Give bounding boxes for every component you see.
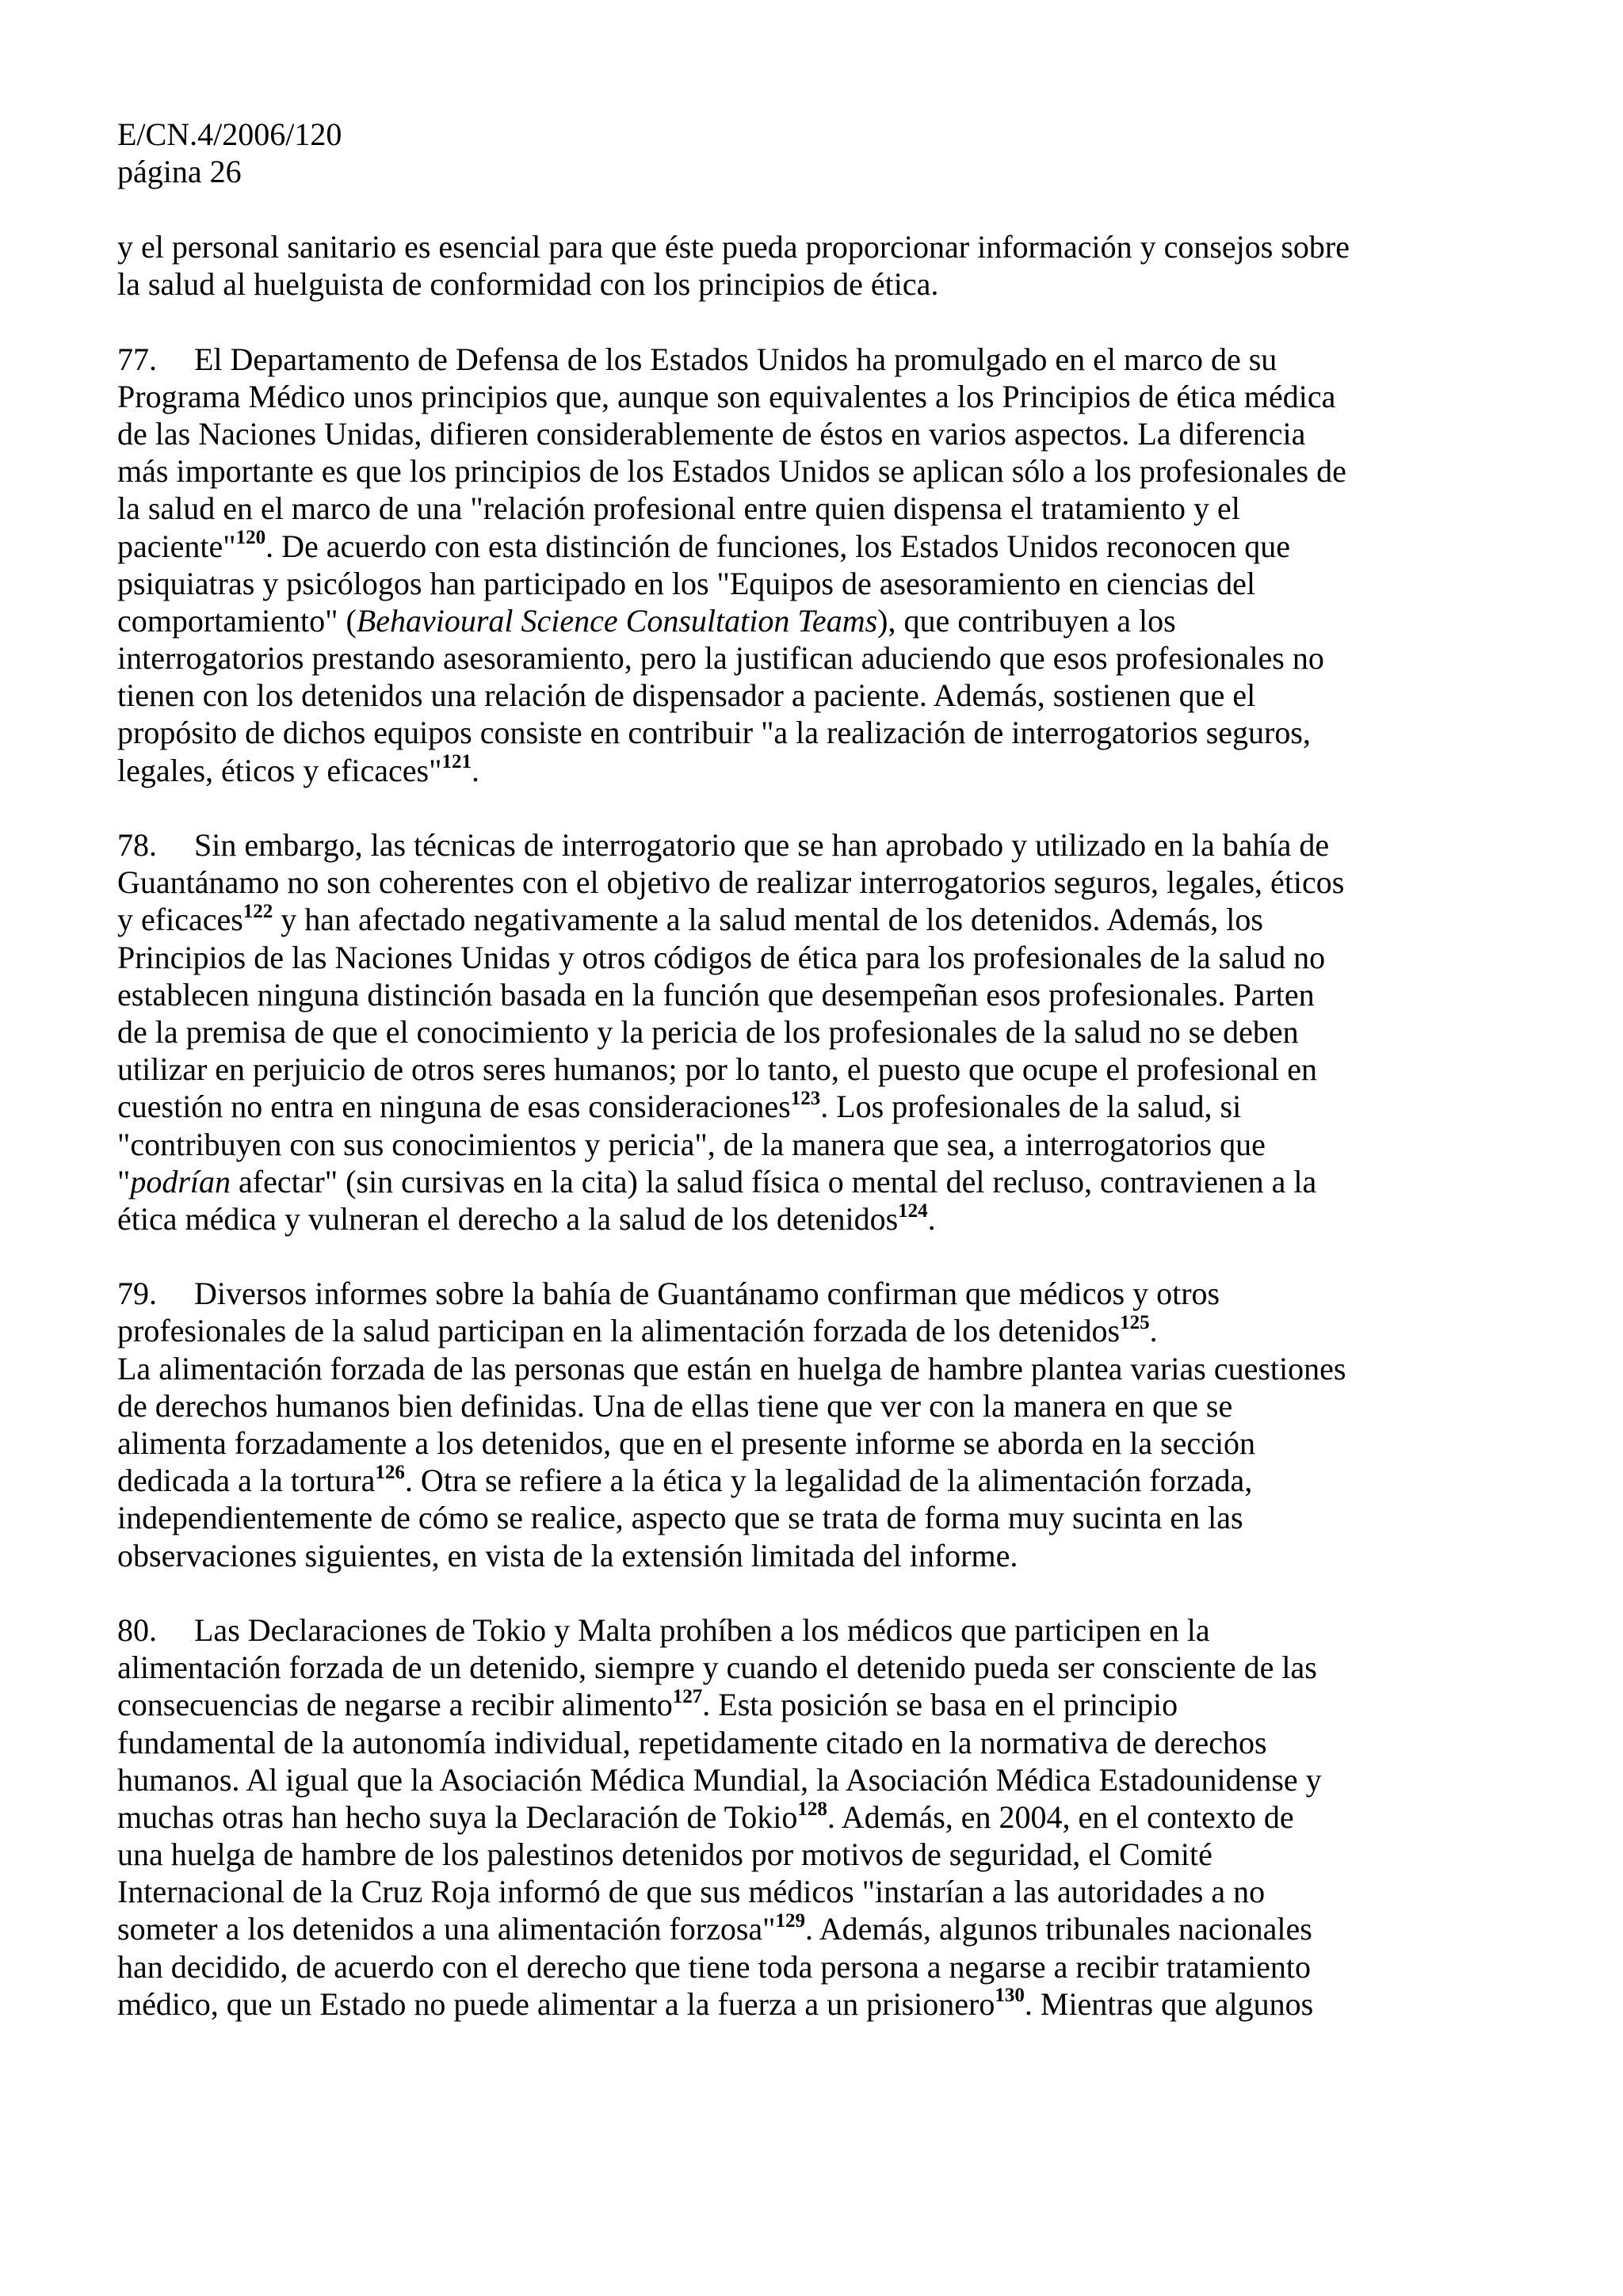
footnote-ref[interactable]: 129 <box>775 1910 805 1932</box>
text-line: fundamental de la autonomía individual, repetidamente citado en la normativa de derechos <box>117 1724 1267 1760</box>
text-line: de la premisa de que el conocimiento y la pericia de los profesionales de la salud no se deben <box>117 1013 1299 1050</box>
document-body <box>117 228 1512 2060</box>
footnote-ref[interactable]: 120 <box>235 527 266 549</box>
footnote-ref[interactable]: 122 <box>242 901 273 923</box>
paragraph-77 <box>117 341 1512 789</box>
text-line: ética médica y vulneran el derecho a la salud de los detenidos$^{124}$. <box>117 1199 936 1237</box>
text-line: cuestión no entra en ninguna de esas consideraciones$^{123}$. Los profesionales de la salud, si <box>117 1087 1242 1125</box>
text-line: interrogatorios prestando asesoramiento, pero la justifican aduciendo que esos profesionales no <box>117 640 1324 677</box>
page-number: página 26 <box>117 154 242 189</box>
text-line: independientemente de cómo se realice, aspecto que se trata de forma muy sucinta en las <box>117 1500 1243 1536</box>
text-line: han decidido, de acuerdo con el derecho que tiene toda persona a negarse a recibir tratamiento <box>117 1948 1311 1985</box>
text-line: una huelga de hambre de los palestinos detenidos por motivos de seguridad, el Comité <box>117 1836 1212 1873</box>
footnote-ref[interactable]: 125 <box>1120 1312 1150 1334</box>
text-line: consecuencias de negarse a recibir alimento$^{127}$. Esta posición se basa en el principio <box>117 1685 1178 1723</box>
text-line: observaciones siguientes, en vista de la extensión limitada del informe. <box>117 1537 1018 1573</box>
text-line: 77. El Departamento de Defensa de los Estados Unidos ha promulgado en el marco de su <box>117 341 1277 377</box>
text-line: alimentación forzada de un detenido, siempre y cuando el detenido pueda ser consciente de las <box>117 1650 1317 1686</box>
text-line: La alimentación forzada de las personas que están en huelga de hambre plantea varias cuestiones <box>117 1350 1346 1386</box>
text-line: "podrían afectar" (sin cursivas en la cita) la salud física o mental del recluso, contravienen a la <box>117 1163 1317 1199</box>
paragraph-number: 80. <box>117 1611 157 1648</box>
footnote-ref[interactable]: 127 <box>672 1685 703 1707</box>
paragraph-number: 77. <box>117 341 157 377</box>
text-line: psiquiatras y psicólogos han participado en los "Equipos de asesoramiento en ciencias del <box>117 565 1255 601</box>
text-line: 78. Sin embargo, las técnicas de interrogatorio que se han aprobado y utilizado en la bahía de <box>117 827 1330 863</box>
text-line: muchas otras han hecho suya la Declaración de Tokio$^{128}$. Además, en 2004, en el contexto de <box>117 1798 1294 1835</box>
footnote-ref[interactable]: 128 <box>797 1798 827 1820</box>
text-line: la salud al huelguista de conformidad con los principios de ética. <box>117 266 939 303</box>
text-line: 79. Diversos informes sobre la bahía de Guantánamo confirman que médicos y otros <box>117 1276 1220 1312</box>
paragraph-continuation <box>117 228 1512 303</box>
text-line: "contribuyen con sus conocimientos y pericia", de la manera que sea, a interrogatorios que <box>117 1126 1266 1162</box>
document-symbol: E/CN.4/2006/120 <box>117 116 342 152</box>
text-line: utilizar en perjuicio de otros seres humanos; por lo tanto, el puesto que ocupe el profesional en <box>117 1051 1318 1088</box>
paragraph-number: 79. <box>117 1276 157 1312</box>
italic-text: podrían <box>130 1163 231 1199</box>
text-line: legales, éticos y eficaces"$^{121}$. <box>117 751 479 788</box>
text-line: Principios de las Naciones Unidas y otros códigos de ética para los profesionales de la salud no <box>117 939 1326 975</box>
text-line: tienen con los detenidos una relación de dispensador a paciente. Además, sostienen que el <box>117 677 1256 714</box>
footnote-ref[interactable]: 121 <box>441 751 472 773</box>
text-line: comportamiento" (Behavioural Science Consultation Teams), que contribuyen a los <box>117 602 1176 639</box>
footnote-ref[interactable]: 124 <box>898 1199 928 1222</box>
page-header <box>117 116 342 190</box>
text-line: humanos. Al igual que la Asociación Médica Mundial, la Asociación Médica Estadounidense y <box>117 1761 1322 1798</box>
text-line: la salud en el marco de una "relación profesional entre quien dispensa el tratamiento y el <box>117 490 1240 527</box>
text-line: dedicada a la tortura$^{126}$. Otra se refiere a la ética y la legalidad de la alimentación forzada, <box>117 1461 1253 1499</box>
text-line: de las Naciones Unidas, difieren considerablemente de éstos en varios aspectos. La diferencia <box>117 415 1306 452</box>
text-line: Guantánamo no son coherentes con el objetivo de realizar interrogatorios seguros, legales, éticos <box>117 864 1345 901</box>
text-line: 80. Las Declaraciones de Tokio y Malta prohíben a los médicos que participen en la <box>117 1611 1210 1648</box>
text-line: paciente"$^{120}$. De acuerdo con esta distinción de funciones, los Estados Unidos reconocen que <box>117 527 1291 564</box>
paragraph-78 <box>117 826 1512 1238</box>
paragraph-80 <box>117 1611 1512 2023</box>
paragraph-79 <box>117 1275 1512 1574</box>
text-line: profesionales de la salud participan en la alimentación forzada de los detenidos$^{125}$. <box>117 1312 1158 1349</box>
footnote-ref[interactable]: 126 <box>375 1461 405 1483</box>
text-line: más importante es que los principios de los Estados Unidos se aplican sólo a los profesionales de <box>117 453 1346 490</box>
text-line: propósito de dichos equipos consiste en contribuir "a la realización de interrogatorios seguros, <box>117 715 1311 751</box>
text-line: y eficaces$^{122}$ y han afectado negativamente a la salud mental de los detenidos. Además, los <box>117 901 1263 938</box>
text-line: Internacional de la Cruz Roja informó de que sus médicos "instarían a las autoridades a no <box>117 1874 1266 1910</box>
italic-text: Behavioural Science Consultation Teams <box>356 602 878 639</box>
footnote-ref[interactable]: 130 <box>995 1985 1025 2007</box>
text-line: alimenta forzadamente a los detenidos, que en el presente informe se aborda en la sección <box>117 1425 1256 1461</box>
text-line: y el personal sanitario es esencial para que éste pueda proporcionar información y consejos sobre <box>117 229 1350 265</box>
text-line: médico, que un Estado no puede alimentar a la fuerza a un prisionero$^{130}$. Mientras que algunos <box>117 1985 1314 2022</box>
text-line: someter a los detenidos a una alimentación forzosa"$^{129}$. Además, algunos tribunales nacionales <box>117 1910 1312 1947</box>
text-line: Programa Médico unos principios que, aunque son equivalentes a los Principios de ética médica <box>117 378 1336 414</box>
footnote-ref[interactable]: 123 <box>790 1087 821 1109</box>
text-line: establecen ninguna distinción basada en la función que desempeñan esos profesionales. Parten <box>117 976 1315 1013</box>
paragraph-number: 78. <box>117 827 157 863</box>
text-line: de derechos humanos bien definidas. Una de ellas tiene que ver con la manera en que se <box>117 1387 1233 1424</box>
